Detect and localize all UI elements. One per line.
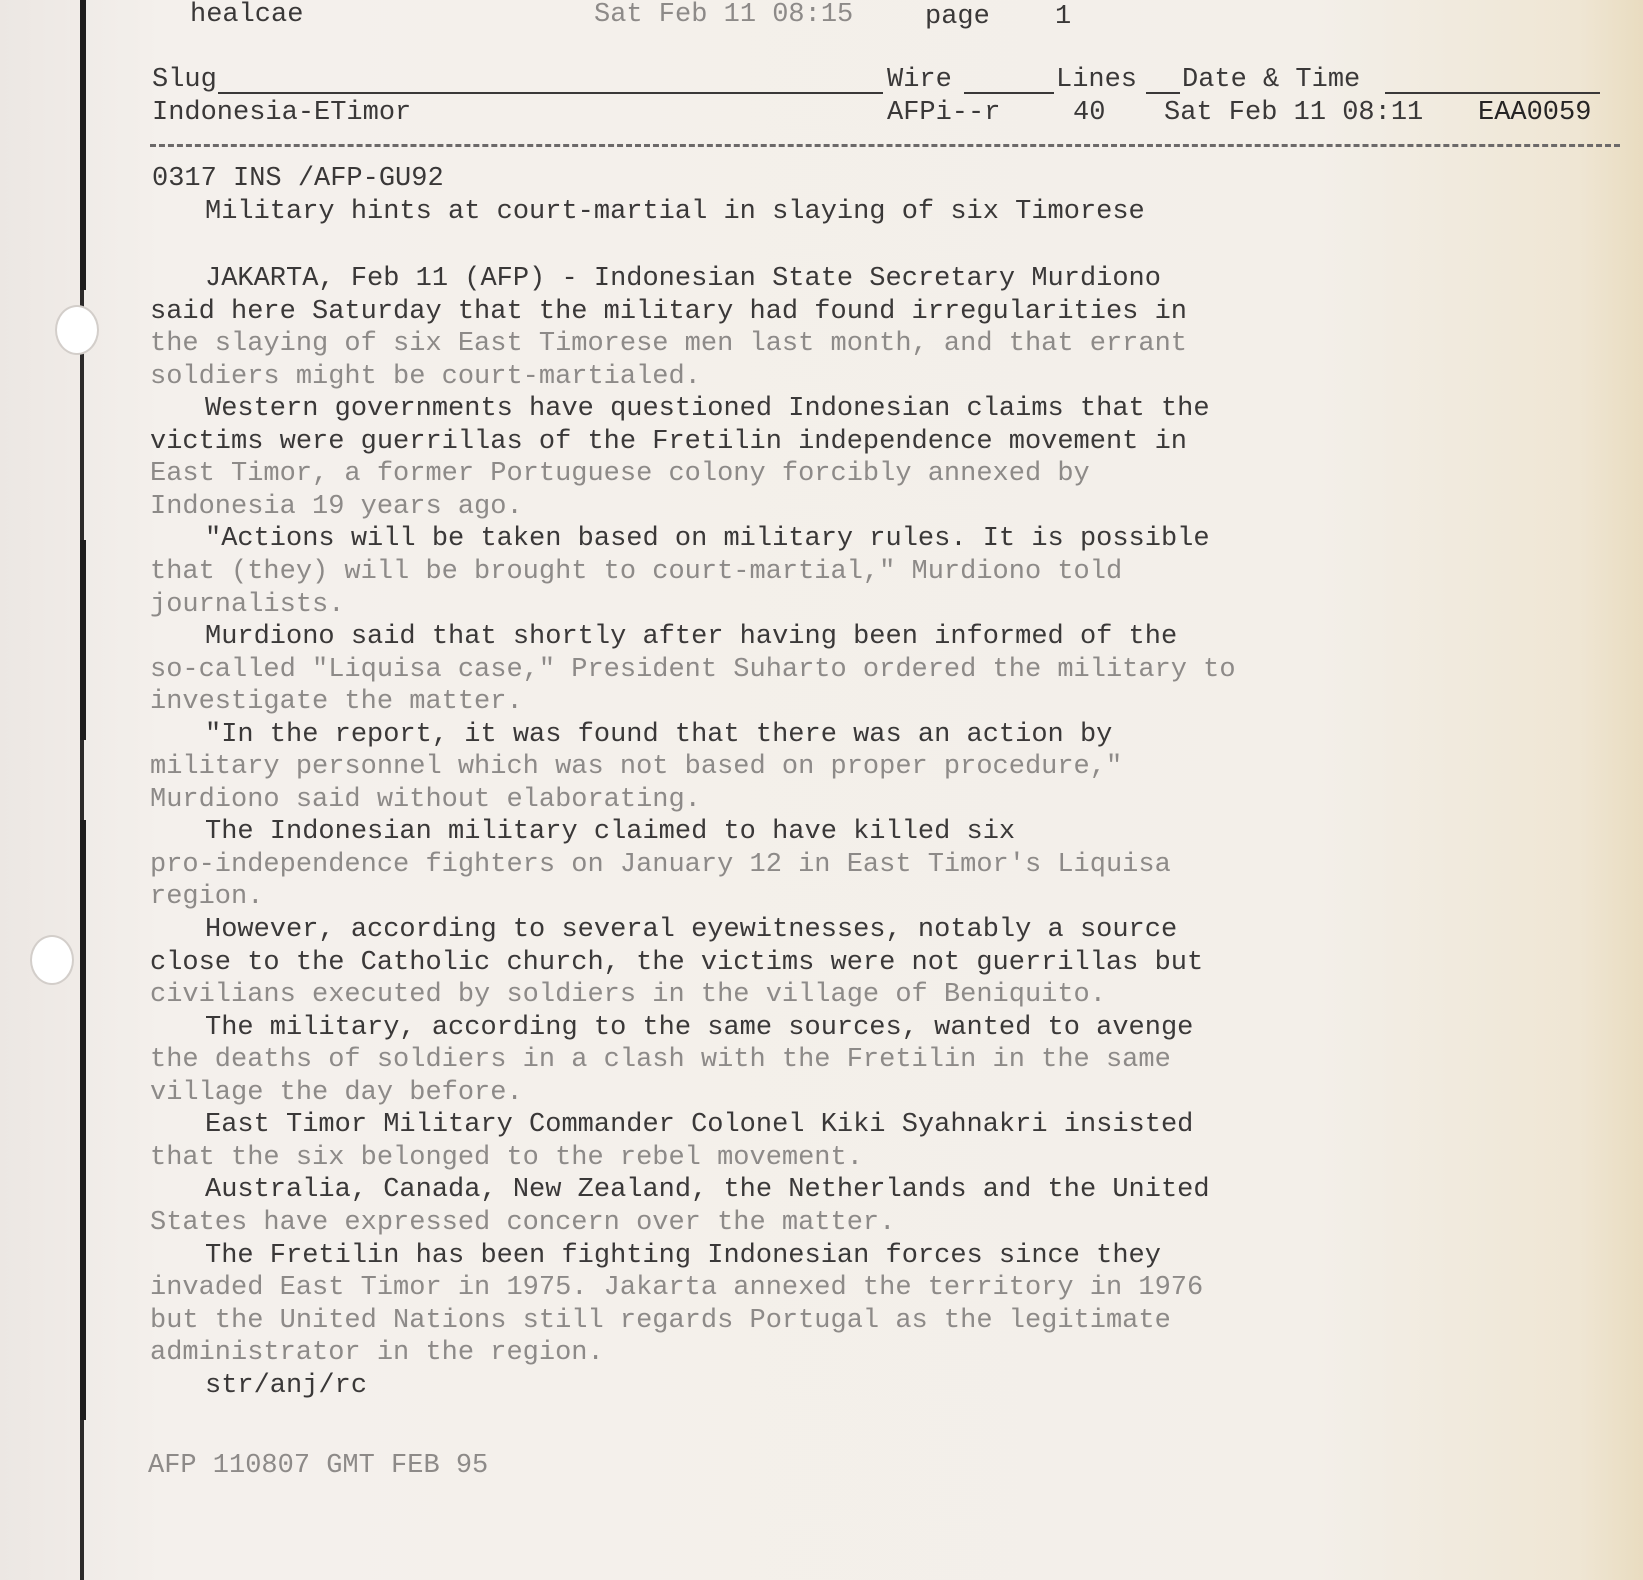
story-line: the slaying of six East Timorese men last month, and that errant bbox=[150, 329, 1187, 359]
story-line: military personnel which was not based on proper procedure," bbox=[150, 752, 1123, 782]
binder-margin-line-dark bbox=[80, 820, 86, 1420]
story-line: close to the Catholic church, the victims were not guerrillas but bbox=[150, 948, 1204, 978]
story-line: Indonesia 19 years ago. bbox=[150, 492, 523, 522]
transmission-footer: AFP 110807 GMT FEB 95 bbox=[148, 1451, 489, 1481]
story-line: str/anj/rc bbox=[205, 1371, 368, 1401]
story-line: victims were guerrillas of the Fretilin independence movement in bbox=[150, 427, 1187, 457]
punch-hole bbox=[55, 305, 99, 355]
punch-hole bbox=[30, 935, 74, 985]
story-line: The military, according to the same sources, wanted to avenge bbox=[205, 1013, 1194, 1043]
story-line: soldiers might be court-martialed. bbox=[150, 362, 701, 392]
page-label: page bbox=[925, 2, 990, 32]
page-number: 1 bbox=[1055, 2, 1072, 32]
story-line: "Actions will be taken based on military rules. It is possible bbox=[205, 524, 1210, 554]
story-line: JAKARTA, Feb 11 (AFP) - Indonesian State Secretary Murdiono bbox=[205, 264, 1161, 294]
story-line: "In the report, it was found that there was an action by bbox=[205, 720, 1113, 750]
story-line: said here Saturday that the military had found irregularities in bbox=[150, 297, 1187, 327]
queue-name: healcae bbox=[190, 0, 304, 30]
separator-rule bbox=[150, 144, 1620, 147]
datetime-value: Sat Feb 11 08:11 bbox=[1164, 98, 1424, 128]
story-line: invaded East Timor in 1975. Jakarta annexed the territory in 1976 bbox=[150, 1273, 1204, 1303]
story-line: that (they) will be brought to court-martial," Murdiono told bbox=[150, 557, 1123, 587]
slug-value: Indonesia-ETimor bbox=[152, 98, 412, 128]
binder-margin-line-dark bbox=[80, 0, 86, 290]
story-line: so-called "Liquisa case," President Suharto ordered the military to bbox=[150, 655, 1236, 685]
story-line: civilians executed by soldiers in the village of Beniquito. bbox=[150, 980, 1106, 1010]
story-headline: Military hints at court-martial in slaying of six Timorese bbox=[205, 197, 1145, 227]
story-line: journalists. bbox=[150, 590, 345, 620]
story-line: administrator in the region. bbox=[150, 1338, 604, 1368]
wire-value: AFPi--r bbox=[887, 98, 1001, 128]
print-timestamp: Sat Feb 11 08:15 bbox=[594, 0, 854, 30]
story-line: village the day before. bbox=[150, 1078, 523, 1108]
story-line: East Timor Military Commander Colonel Kiki Syahnakri insisted bbox=[205, 1110, 1194, 1140]
story-line: The Fretilin has been fighting Indonesian forces since they bbox=[205, 1241, 1161, 1271]
story-line: East Timor, a former Portuguese colony forcibly annexed by bbox=[150, 459, 1090, 489]
lines-label: Lines bbox=[1056, 65, 1138, 95]
story-line: pro-independence fighters on January 12 in East Timor's Liquisa bbox=[150, 850, 1171, 880]
story-line: States have expressed concern over the matter. bbox=[150, 1208, 896, 1238]
lines-value: 40 bbox=[1073, 98, 1106, 128]
slug-blank bbox=[218, 92, 883, 94]
slug-label: Slug bbox=[152, 65, 217, 95]
story-line: Australia, Canada, New Zealand, the Netherlands and the United bbox=[205, 1175, 1210, 1205]
lines-blank bbox=[1146, 92, 1180, 94]
story-line: that the six belonged to the rebel movement. bbox=[150, 1143, 863, 1173]
story-line: but the United Nations still regards Portugal as the legitimate bbox=[150, 1306, 1171, 1336]
story-line: However, according to several eyewitnesses, notably a source bbox=[205, 915, 1178, 945]
story-line: region. bbox=[150, 882, 264, 912]
story-line: investigate the matter. bbox=[150, 687, 523, 717]
story-code: 0317 INS /AFP-GU92 bbox=[152, 164, 444, 194]
story-line: Murdiono said without elaborating. bbox=[150, 785, 701, 815]
story-line: The Indonesian military claimed to have killed six bbox=[205, 817, 1016, 847]
story-line: the deaths of soldiers in a clash with the Fretilin in the same bbox=[150, 1045, 1171, 1075]
datetime-label: Date & Time bbox=[1182, 65, 1361, 95]
story-line: Western governments have questioned Indonesian claims that the bbox=[205, 394, 1210, 424]
story-id: EAA0059 bbox=[1478, 98, 1592, 128]
binder-margin-line-dark bbox=[80, 540, 86, 740]
wire-label: Wire bbox=[887, 65, 952, 95]
wire-blank bbox=[964, 92, 1054, 94]
datetime-blank bbox=[1385, 92, 1600, 94]
story-line: Murdiono said that shortly after having been informed of the bbox=[205, 622, 1178, 652]
